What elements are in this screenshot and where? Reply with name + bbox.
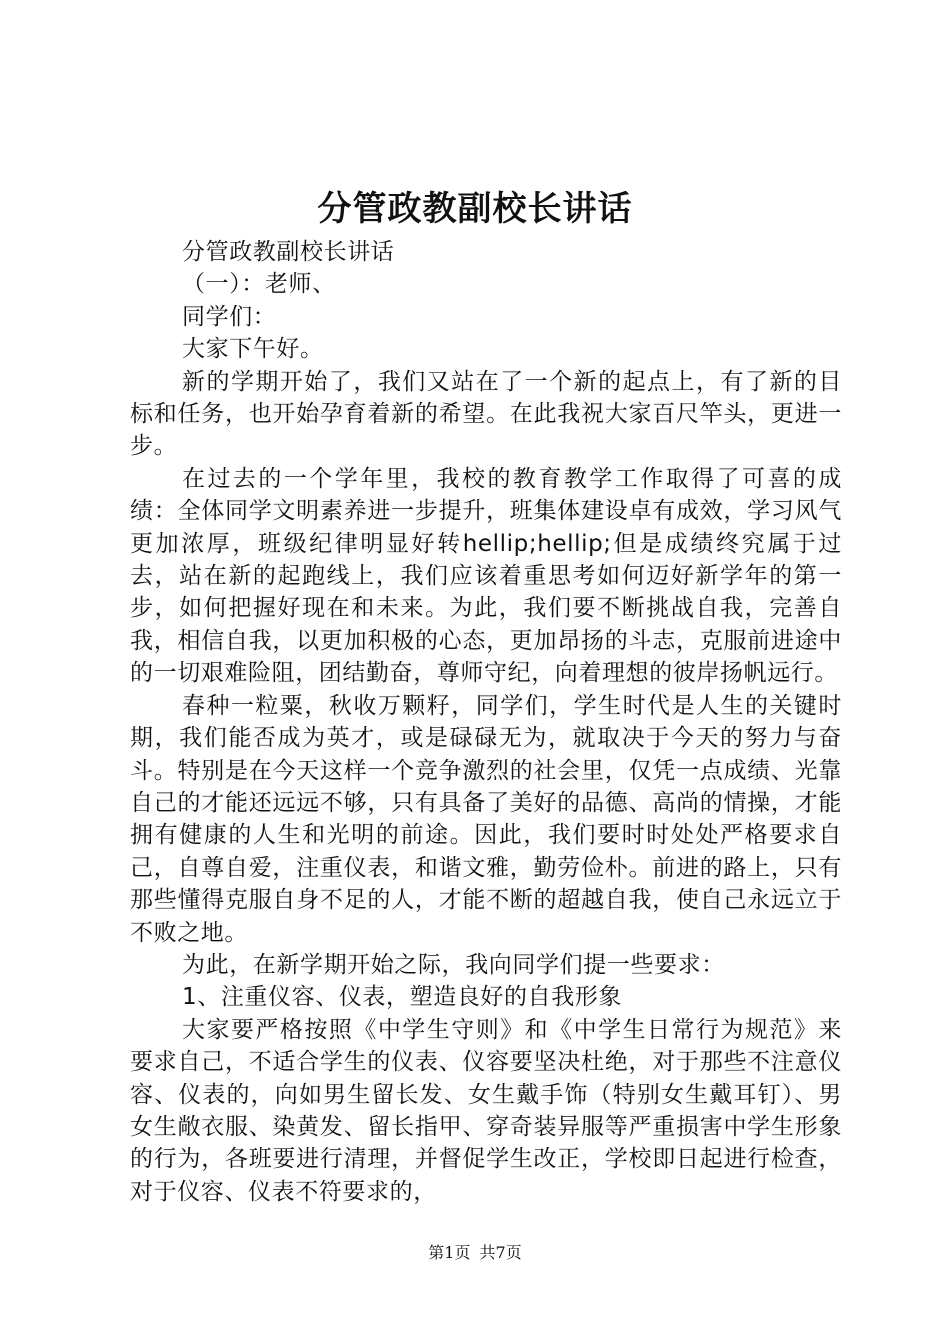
paragraph: 在过去的一个学年里，我校的教育教学工作取得了可喜的成绩：全体同学文明素养进一步提升，班集体建设卓有成效，学习风气更加浓厚，班级纪律明显好转hellip;hellip;但是成绩终究属于过去，站在新的起跑线上，我们应该着重思考如何迈好新学年的第一步，如何把握好现在和未来。为此，我们要不断挑战自我，完善自我，相信自我，以更加积极的心态，更加昂扬的斗志，克服前进途中的一切艰难险阻，团结勤奋，尊师守纪，向着理想的彼岸扬帆远行。	[130, 465, 842, 687]
paragraph: 为此，在新学期开始之际，我向同学们提一些要求：	[182, 951, 725, 978]
paragraph: 分管政教副校长讲话	[182, 239, 395, 265]
paragraph: 春种一粒粟，秋收万颗籽，同学们，学生时代是人生的关键时期，我们能否成为英才，或是碌碌无为，就取决于今天的努力与奋斗。特别是在今天这样一个竞争激烈的社会里，仅凭一点成绩、光靠自己的才能还远远不够，只有具备了美好的品德、高尚的情操，才能拥有健康的人生和光明的前途。因此，我们要时时处处严格要求自己，自尊自爱，注重仪表，和谐文雅，勤劳俭朴。前进的路上，只有那些懂得克服自身不足的人，才能不断的超越自我，使自己永远立于不败之地。	[130, 692, 842, 946]
document-title: 分管政教副校长讲话	[317, 189, 633, 229]
paragraph: 新的学期开始了，我们又站在了一个新的起点上，有了新的目标和任务，也开始孕育着新的希望。在此我祝大家百尺竿头，更进一步。	[130, 368, 842, 460]
page-footer	[0, 1242, 950, 1264]
total-pages: 共7页	[479, 1243, 522, 1262]
paragraph: （一）：老师、	[182, 271, 336, 298]
page-number: 第1页	[428, 1243, 471, 1262]
paragraph: 大家要严格按照《中学生守则》和《中学生日常行为规范》来要求自己，不适合学生的仪表、仪容要坚决杜绝，对于那些不注意仪容、仪表的，向如男生留长发、女生戴手饰（特别女生戴耳钉）、男女生敞衣服、染黄发、留长指甲、穿奇装异服等严重损害中学生形象的行为，各班要进行清理，并督促学生改正，学校即日起进行检查，对于仪容、仪表不符要求的，	[130, 1016, 842, 1205]
paragraph: 大家下午好。	[182, 336, 324, 363]
document-body	[130, 236, 842, 1208]
paragraph: 同学们：	[182, 303, 277, 330]
paragraph: 1、注重仪容、仪表，塑造良好的自我形象	[182, 984, 623, 1011]
